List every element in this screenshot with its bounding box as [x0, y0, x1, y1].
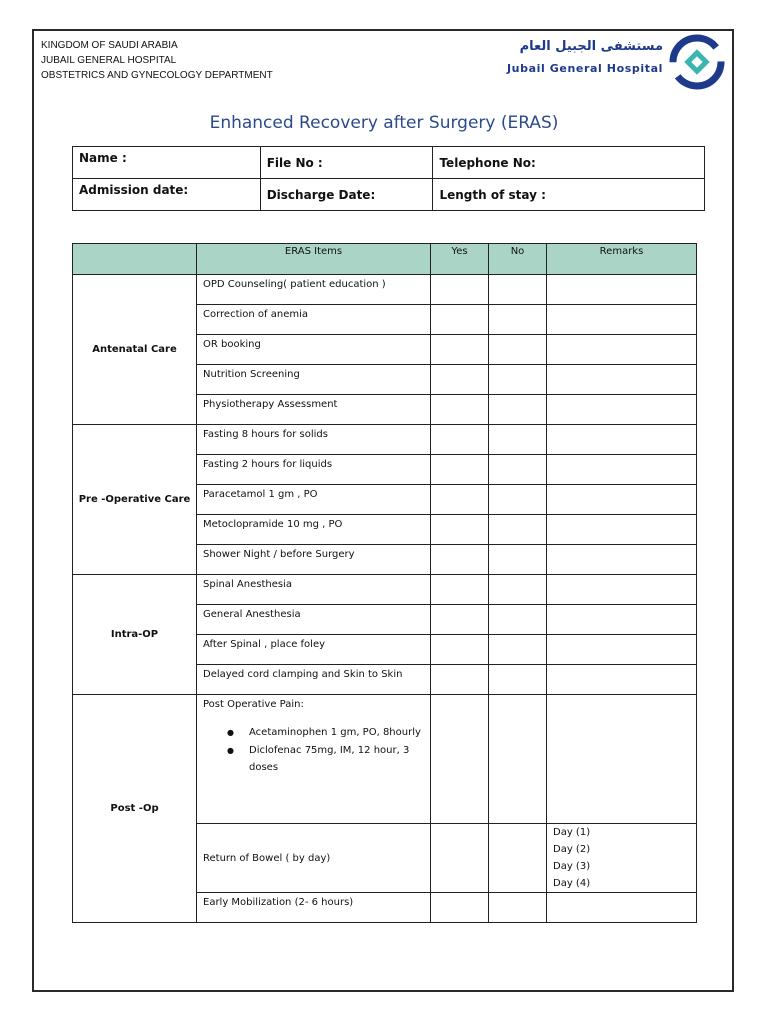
length-of-stay-field[interactable]: Length of stay : [433, 179, 705, 211]
remarks-cell[interactable] [547, 455, 697, 485]
list-item: ● Acetaminophen 1 gm, PO, 8hourly [203, 724, 424, 741]
section-intra-op: Intra-OP [73, 575, 197, 695]
no-cell[interactable] [489, 635, 547, 665]
remarks-header: Remarks [547, 244, 697, 275]
name-field[interactable]: Name : [73, 147, 261, 179]
day-4-label: Day (4) [553, 878, 591, 889]
no-cell[interactable] [489, 515, 547, 545]
no-cell[interactable] [489, 695, 547, 824]
no-cell[interactable] [489, 395, 547, 425]
admission-date-field[interactable]: Admission date: [73, 179, 261, 211]
remarks-cell[interactable] [547, 665, 697, 695]
item-delayed-cord-clamping: Delayed cord clamping and Skin to Skin [197, 665, 431, 695]
item-spinal-anesthesia: Spinal Anesthesia [197, 575, 431, 605]
no-cell[interactable] [489, 425, 547, 455]
no-header: No [489, 244, 547, 275]
table-row [73, 425, 697, 455]
no-cell[interactable] [489, 305, 547, 335]
hospital-emblem-icon [669, 34, 725, 90]
remarks-cell[interactable] [547, 515, 697, 545]
day-2-label: Day (2) [553, 844, 591, 855]
item-place-foley: After Spinal , place foley [197, 635, 431, 665]
no-cell[interactable] [489, 335, 547, 365]
no-cell[interactable] [489, 455, 547, 485]
yes-cell[interactable] [431, 485, 489, 515]
item-shower: Shower Night / before Surgery [197, 545, 431, 575]
remarks-cell[interactable] [547, 695, 697, 824]
yes-cell[interactable] [431, 545, 489, 575]
remarks-cell[interactable] [547, 485, 697, 515]
yes-cell[interactable] [431, 425, 489, 455]
item-metoclopramide: Metoclopramide 10 mg , PO [197, 515, 431, 545]
yes-cell[interactable] [431, 695, 489, 824]
no-cell[interactable] [489, 545, 547, 575]
no-cell[interactable] [489, 485, 547, 515]
yes-cell[interactable] [431, 365, 489, 395]
hospital-logo [500, 34, 725, 90]
bowel-days-remarks[interactable] [547, 824, 697, 893]
file-no-field[interactable]: File No : [260, 147, 433, 179]
remarks-cell[interactable] [547, 545, 697, 575]
yes-cell[interactable] [431, 275, 489, 305]
day-1-label: Day (1) [553, 827, 591, 838]
yes-header: Yes [431, 244, 489, 275]
yes-cell[interactable] [431, 824, 489, 893]
yes-cell[interactable] [431, 395, 489, 425]
item-correction-of-anemia: Correction of anemia [197, 305, 431, 335]
remarks-cell[interactable] [547, 275, 697, 305]
no-cell[interactable] [489, 824, 547, 893]
item-opd-counseling: OPD Counseling( patient education ) [197, 275, 431, 305]
yes-cell[interactable] [431, 893, 489, 923]
item-post-operative-pain [197, 695, 431, 824]
header-line-hospital: JUBAIL GENERAL HOSPITAL [41, 55, 177, 66]
no-cell[interactable] [489, 365, 547, 395]
item-physiotherapy-assessment: Physiotherapy Assessment [197, 395, 431, 425]
telephone-field[interactable]: Telephone No: [433, 147, 705, 179]
no-cell[interactable] [489, 275, 547, 305]
logo-english-text: Jubail General Hospital [506, 62, 663, 75]
section-header-cell [73, 244, 197, 275]
post-op-pain-title: Post Operative Pain: [203, 699, 304, 710]
remarks-cell[interactable] [547, 425, 697, 455]
yes-cell[interactable] [431, 665, 489, 695]
discharge-date-field[interactable]: Discharge Date: [260, 179, 433, 211]
table-header-row [73, 244, 697, 275]
item-fasting-liquids: Fasting 2 hours for liquids [197, 455, 431, 485]
remarks-cell[interactable] [547, 635, 697, 665]
remarks-cell[interactable] [547, 605, 697, 635]
table-row [73, 275, 697, 305]
section-pre-operative-care: Pre -Operative Care [73, 425, 197, 575]
yes-cell[interactable] [431, 305, 489, 335]
item-or-booking: OR booking [197, 335, 431, 365]
item-fasting-solids: Fasting 8 hours for solids [197, 425, 431, 455]
item-paracetamol: Paracetamol 1 gm , PO [197, 485, 431, 515]
yes-cell[interactable] [431, 335, 489, 365]
remarks-cell[interactable] [547, 395, 697, 425]
yes-cell[interactable] [431, 455, 489, 485]
item-general-anesthesia: General Anesthesia [197, 605, 431, 635]
patient-info-table [72, 146, 705, 211]
pain-medication-list [203, 724, 424, 776]
remarks-cell[interactable] [547, 335, 697, 365]
remarks-cell[interactable] [547, 365, 697, 395]
no-cell[interactable] [489, 665, 547, 695]
page-title: Enhanced Recovery after Surgery (ERAS) [209, 113, 559, 133]
list-item: ● Diclofenac 75mg, IM, 12 hour, 3 doses [203, 742, 424, 776]
item-return-of-bowel: Return of Bowel ( by day) [197, 824, 431, 893]
yes-cell[interactable] [431, 515, 489, 545]
document-header [41, 38, 273, 83]
no-cell[interactable] [489, 575, 547, 605]
yes-cell[interactable] [431, 635, 489, 665]
eras-checklist-table [72, 243, 697, 923]
table-row [73, 575, 697, 605]
section-antenatal-care: Antenatal Care [73, 275, 197, 425]
no-cell[interactable] [489, 605, 547, 635]
day-3-label: Day (3) [553, 861, 591, 872]
header-line-department: OBSTETRICS AND GYNECOLOGY DEPARTMENT [41, 70, 273, 81]
remarks-cell[interactable] [547, 305, 697, 335]
yes-cell[interactable] [431, 575, 489, 605]
remarks-cell[interactable] [547, 893, 697, 923]
no-cell[interactable] [489, 893, 547, 923]
item-nutrition-screening: Nutrition Screening [197, 365, 431, 395]
logo-arabic-text: مستشفى الجبيل العام [519, 39, 663, 54]
section-post-op: Post -Op [73, 695, 197, 923]
item-early-mobilization: Early Mobilization (2- 6 hours) [197, 893, 431, 923]
header-line-country: KINGDOM OF SAUDI ARABIA [41, 40, 178, 51]
yes-cell[interactable] [431, 605, 489, 635]
remarks-cell[interactable] [547, 575, 697, 605]
eras-items-header: ERAS Items [197, 244, 431, 275]
table-row [73, 695, 697, 824]
